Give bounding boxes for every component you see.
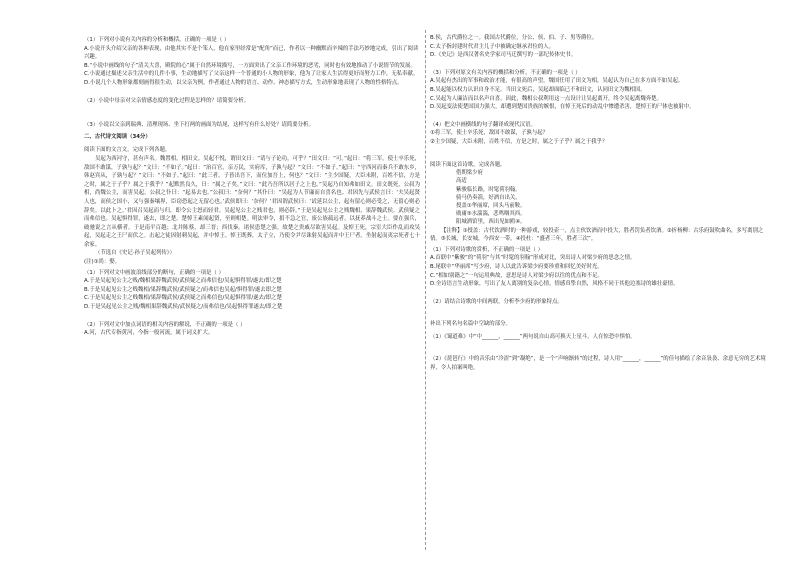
poem-line: 授盖①华丽席，回头马前鞍。 <box>456 202 526 209</box>
option-b1-d: D.于是吴起见公主之贱/魏相果辞魏武侯/武侯疑之/而弗信也/吴起惧得罪遂去/即之楚 <box>84 304 283 311</box>
section-heading: 二、古代诗文阅读（34分） <box>84 133 151 140</box>
option-b1-a: A.于是吴起见公主之贱/魏相果辞魏武侯/武侯疑之而弗信也/吴起惧得罪/遂去/即之楚 <box>84 278 282 285</box>
option-a1-d: D.小说几个人物形象都刻画得很生动，以父亲为例，作者通过人物的语言、动作、神态描写方式，生动形象地表现了人物的性格特点。 <box>84 79 403 86</box>
fill-question-2: （2）《琵琶行》中的音乐由“冷涩”到“凝绝”，是一个“声响渐转”的过程，诗人用“______，______”的佳句描绘了余音袅袅、余意无穷的艺术境界，令人拍案叫绝。 <box>430 356 766 372</box>
option-b2-a: A.河，古代专指黄河，今指一般河流，属于词义扩大。 <box>84 330 214 337</box>
passage-note: (注)①尚：娶。 <box>84 259 120 266</box>
fill-question-1: （1）《蜀道难》中“中______，______”两句说自山高可换天上星斗，人在惊恐中惧怕。 <box>430 333 636 340</box>
poem-title: 借期梁少府 <box>456 170 483 177</box>
translate-item-1: ①将三军，使士卒乐死，敌国不敢谋，子孰与起？ <box>430 130 549 137</box>
option-b3-b: B.吴起能以权力认识自身不足。当田文死后，吴起却面临已不和田文，认同田文为魏相国。 <box>430 86 646 93</box>
poem-option-a: A.首联中“紫骏”的“荷羽”与其“时髦的羽翰”形成对比，突出诗人对梁少府的思念之情。 <box>430 255 636 262</box>
poem-block <box>430 169 768 226</box>
option-b3-d: D.吴起变法使楚国国力强大，却遭到楚国贵族的嫉恨，在悼王死后的动乱中惨遭杀害，楚悼王的尸体也被射中。 <box>430 104 695 111</box>
poem-line: 紫骏临长路，时髦荷羽翰。 <box>456 186 521 193</box>
column-divider <box>425 30 426 550</box>
option-b2-c: C.太子指封建时代君主儿子中被确定继承君位的人。 <box>430 43 555 50</box>
option-b2-d: D.《史记》是西汉著名史学家司马迁撰写的一部纪传体史书。 <box>430 52 577 59</box>
poem-option-b: B.尾联中“华丽席”写少府，诗人以此告诉梁少府要珍重和回忆美好时光。 <box>430 263 603 270</box>
translate-item-2: ②主少国疑，大臣未附，百姓不信，方是之时，属之于子乎？属之于我乎？ <box>430 138 608 145</box>
fill-intro: 补出下列名句名篇中空缺的部分。 <box>430 321 511 328</box>
passage-source: （节选自《史记·孙子吴起列传》） <box>95 250 175 257</box>
option-b3-c: C.吴起为人廉洁而以名声自喜。因此，魏相公叔利用这一点设计让吴起离开，终令吴起离魏奔楚。 <box>430 95 662 102</box>
poem-annotation: 【注释】①授盖：古代饮酒时的一种游戏，较投壶一，点主伙饮酒而中投大，胜者罚负者饮酒。②折杨柳：古乐府鼓吹曲名，多写离别之情。③长城，长安城，今西安一带。④投杜：“盛者三年，胜者三次”。 <box>430 227 764 243</box>
question-b4: （4）把文中画横线的句子翻译成现代汉语。 <box>430 121 536 128</box>
question-a2: （2）小说中母亲对父亲情感态度的变化过程是怎样的？请简要分析。 <box>84 97 250 104</box>
option-a1-b: B.“小说中画线的句子”清关大喜，殿院的心”属于自然环境描写，一方面突出了父亲工作环境的恶劣，同时也有效地推动了小说情节的发展。 <box>84 62 416 69</box>
option-a1-c: C.小说通过描述父亲生活中的几件小事，生动地描写了父亲这样一个普通的小人物的形象，他为了让家人生活得更好而努力工作，无私奉献。 <box>84 71 419 78</box>
poem-question-1: （1）下列对诗歌的赏析，不正确的一项是（ ） <box>430 246 543 253</box>
poem-intro: 阅读下面这首诗歌，完成各题。 <box>430 161 506 168</box>
question-b1: （1）下列对文中画波浪线部分的断句，正确的一项是（ ） <box>84 269 224 276</box>
option-b1-c: C.于是吴起见公主之贱魏相/果辞魏武侯/武侯疑之而弗信也/吴起惧得罪/遂去/即之楚 <box>84 295 282 302</box>
passage-intro: 阅读下面的文言文，完成下列各题。 <box>84 147 171 154</box>
question-b2: （2）下列对文中加点词语的相关内容的解说，不正确的一项是（ ） <box>84 321 246 328</box>
right-column <box>430 34 768 373</box>
poem-line: 勋庸⑤水湍湍，悲鸣咽其西。 <box>456 211 526 218</box>
question-a3: （3）小说以父亲到瑞典、清理现场、坐下打两的画面为结尾，这样写有什么好处？请简要分析。 <box>84 122 314 129</box>
option-b2-b: B.侯，古代爵位之一。我国古代爵位，分公、侯、伯、子、男等爵位。 <box>430 35 598 41</box>
poem-question-2: （2）请结合诗歌的中间两联，分析李少府的形象特点。 <box>430 298 563 305</box>
question-a1: （1）下列对小说有关内容的分析和概括，正确的一项是（ ） <box>84 37 230 43</box>
question-b3: （3）下列对原文有关内容的概括和分析，不正确的一项是（ ） <box>430 69 581 76</box>
poem-option-d: D.全诗语言生动形象，写出了友人离别的复杂心情，情感真挚自然，风格不同于其他边塞诗的雄壮豪情。 <box>430 281 679 288</box>
option-b3-a: A.吴起有杰出的军事和政治才能，有很高的声望，魏国任用了田文为相，吴起认为自己在多方面不如吴起。 <box>430 78 684 85</box>
poem-author: 高适 <box>456 178 467 185</box>
poem-line: 骑马仍奏箭，好酒自出关。 <box>456 194 521 201</box>
poem-option-c: C.“相如别籍之”一句运用典故，意思是诗人对梁少府以往的优点和不足。 <box>430 272 603 279</box>
poem-line: 阳城洒馆里，西出见如鸥④。 <box>456 219 526 226</box>
left-column <box>84 34 420 338</box>
option-a1-a: A.小说开头介绍父亲的各种表现，由他其实不是个笨人，他在家里经常是“配角”而已，作者以一种幽默而辛辣的手法巧妙地完成，引出了阅读兴趣。 <box>84 45 419 61</box>
passage-text: 吴起为西河守，甚有声名。魏置相，相田文。吴起不悦，谓田文曰：“请与子论功，可乎？”田文曰：“可。”起曰：“将三军，使士卒乐死，敌国不敢谋，子孰与起？”文曰：“不如子。”起曰：“治百官，亲万民，实府库，子孰与起？”文曰：“不如子。”起曰：“守西河而秦兵不敢东乡，韩赵宾从，子孰与起？”文曰：“不如子。”起曰：“此三者，子皆出吾下，而位加吾上，何也？”文曰：“主少国疑，大臣未附，百姓不信，方是之时，属之于子乎？属之于我乎？”起默然良久，曰：“属之子矣。”文曰：“此乃吾所以居子之上也。”吴起乃自知弗如田文。田文既死，公叔为相，尚魏公主，而害吴起。公叔之仆曰：“起易去也。”公叔曰：“奈何？”其仆曰：“吴起为人节廉而自喜名也。君因先与武侯言曰：‘夫吴起贤人也，而侯之国小，又与强秦壤界，臣窃恐起之无留心也。’武侯即曰：‘奈何？’君因谓武侯曰：‘试延以公主，起有留心则必受之，无留心则必辞矣。以此卜之。’君因召吴起而与归，即令公主怒而轻君。吴起见公主之贱君也，则必辞。”于是吴起见公主之贱魏相，果辞魏武侯。武侯疑之而弗信也。吴起惧得罪，遂去，即之楚。楚悼王素闻起贤，至则相楚。明法审令，捐不急之官，废公族疏远者，以抚养战斗之士。要在强兵，破驰说之言从横者。于是南平百越；北并陈蔡，却三晋；西伐秦。诸侯患楚之强。故楚之贵戚尽欲害吴起。及悼王死，宗室大臣作乱而攻吴起，吴起走之王尸而伏之。击起之徒因射刺吴起，并中悼王。悼王既葬，太子立，乃使令尹尽诛射吴起而并中王尸者。坐射起而夷宗死者七十余家。 <box>84 155 420 248</box>
option-b1-b: B.于是吴起见公主之贱魏相/果辞魏武侯/武侯疑之/而弗信也吴起/惧得罪/遂去即之楚 <box>84 286 282 293</box>
